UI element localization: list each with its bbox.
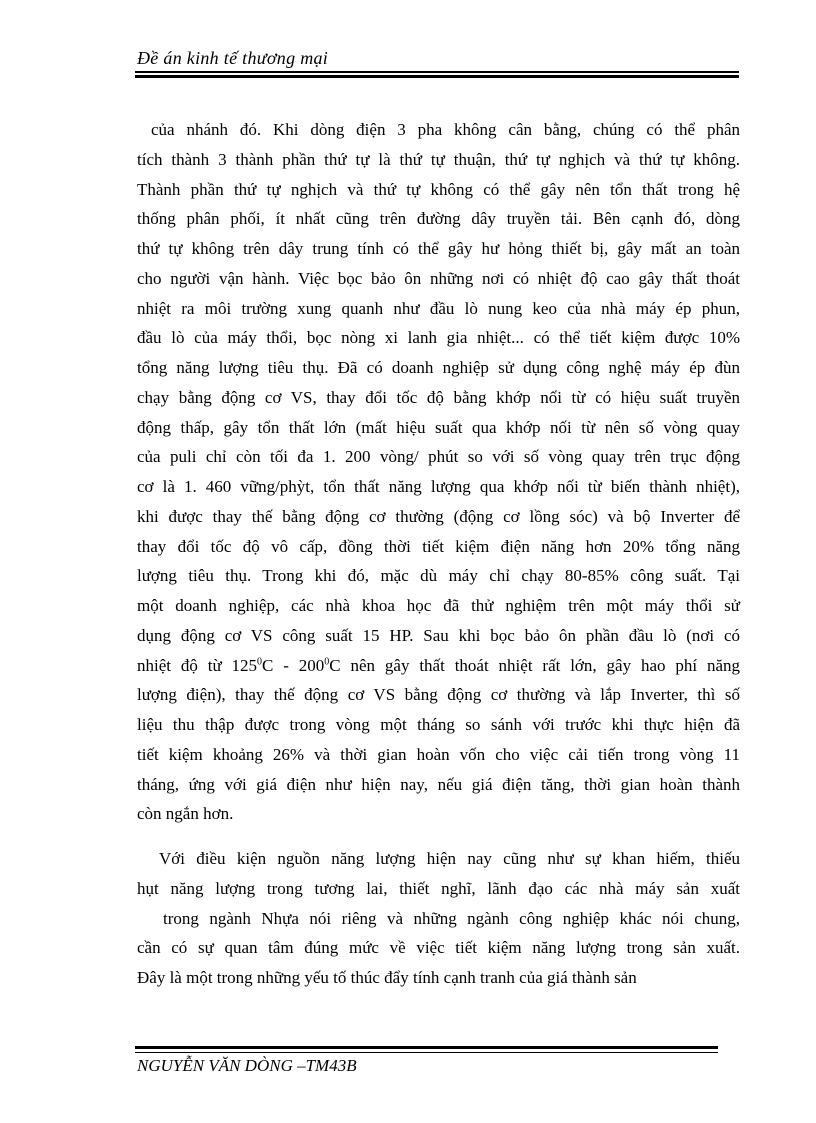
temp-pre: nhiệt độ từ 125: [137, 655, 258, 675]
footer-rule-thin: [135, 1052, 718, 1053]
text-line: còn ngắn hơn.: [137, 804, 234, 824]
text-line: nhiệt ra môi trường xung quanh như đầu lò nung keo của nhà máy ép phun,: [137, 298, 740, 318]
text-line: cần có sự quan tâm đúng mức về việc tiết kiệm năng lượng trong sản xuất.: [137, 938, 740, 958]
text-line: trong ngành Nhựa nói riêng và những ngành công nghiệp khác nói chung,: [163, 908, 740, 928]
text-line: Đây là một trong những yếu tố thúc đẩy tính cạnh tranh của giá thành sản: [137, 968, 637, 987]
text-line: thứ tự không trên dây trung tính có thể gây hư hỏng thiết bị, gây mất an toàn: [137, 239, 740, 258]
text-line: cơ là 1. 460 vững/phỳt, tổn thất năng lượng qua khớp nối từ biến thành nhiệt),: [137, 477, 740, 496]
text-line: đầu lò của máy thổi, bọc nòng xi lanh gia nhiệt... có thể tiết kiệm được 10%: [137, 328, 740, 348]
header-rule-thick: [135, 75, 739, 78]
header-rule-thin: [135, 71, 739, 73]
text-line: tiết kiệm khoảng 26% và thời gian hoàn vốn cho việc cải tiến trong vòng 11: [137, 744, 740, 764]
text-line: một doanh nghiệp, các nhà khoa học đã thử nghiệm trên một máy thổi sử: [137, 596, 740, 615]
text-line: Thành phần thứ tự nghịch và thứ tự không có thể gây nên tổn thất trong hệ: [137, 179, 740, 199]
paragraph-spacing: [137, 829, 740, 844]
footer-rule-thick: [135, 1046, 718, 1049]
text-line: động thấp, gây tổn thất lớn (mất hiệu suất qua khớp nối từ nên số vòng quay: [137, 417, 740, 437]
text-line: cho người vận hành. Việc bọc bảo ôn những nơi có nhiệt độ cao gây thất thoát: [137, 268, 740, 288]
footer-author: NGUYỄN VĂN DÒNG –TM43B: [137, 1056, 357, 1075]
text-line: dụng động cơ VS công suất 15 HP. Sau khi bọc bảo ôn phần đầu lò (nơi có: [137, 625, 740, 645]
degree-superscript: 0: [257, 655, 263, 667]
text-line: tháng, ứng với giá điện như hiện nay, nếu giá điện tăng, thời gian hoàn thành: [137, 774, 740, 794]
text-line: hụt năng lượng trong tương lai, thiết nghĩ, lãnh đạo các nhà máy sản xuất: [137, 878, 740, 898]
page-header-title: Đề án kinh tế thương mại: [137, 48, 329, 68]
temp-mid: C - 200: [262, 655, 325, 675]
text-line: tổng năng lượng tiêu thụ. Đã có doanh nghiệp sử dụng công nghệ máy ép đùn: [137, 358, 740, 377]
text-line: khi được thay thế bằng động cơ thường (động cơ lồng sóc) và bộ Inverter để: [137, 506, 740, 526]
temp-post: C nên gây thất thoát nhiệt rất lớn, gây hao phí năng: [329, 655, 741, 675]
text-line: của nhánh đó. Khi dòng điện 3 pha không cân bằng, chúng có thể phân: [151, 120, 740, 139]
text-line: tích thành 3 thành phần thứ tự là thứ tự thuận, thứ tự nghịch và thứ tự không.: [137, 149, 740, 169]
text-line-temperature: [137, 651, 740, 681]
text-line: thống phân phối, ít nhất cũng trên đường dây truyền tải. Bên cạnh đó, dòng: [137, 209, 740, 229]
text-line: chạy bằng động cơ VS, thay đổi tốc độ bằng khớp nối từ có hiệu suất truyền: [137, 387, 740, 407]
text-line: của puli chỉ còn tối đa 1. 200 vòng/ phút so với số vòng quay trên trục động: [137, 447, 740, 467]
text-line: liệu thu thập được trong vòng một tháng so sánh với trước khi thực hiện đã: [137, 715, 740, 734]
text-line: lượng tiêu thụ. Trong khi đó, mặc dù máy chỉ chạy 80-85% công suất. Tại: [137, 566, 740, 586]
text-line: thay đổi tốc độ vô cấp, đồng thời tiết kiệm điện năng hơn 20% tổng năng: [137, 536, 740, 556]
degree-superscript: 0: [324, 655, 330, 667]
text-line: Với điều kiện nguồn năng lượng hiện nay cũng như sự khan hiếm, thiếu: [159, 849, 740, 868]
body-text: [137, 115, 740, 993]
text-line: lượng điện), thay thế động cơ VS bằng động cơ thường và lắp Inverter, thì số: [137, 685, 740, 705]
